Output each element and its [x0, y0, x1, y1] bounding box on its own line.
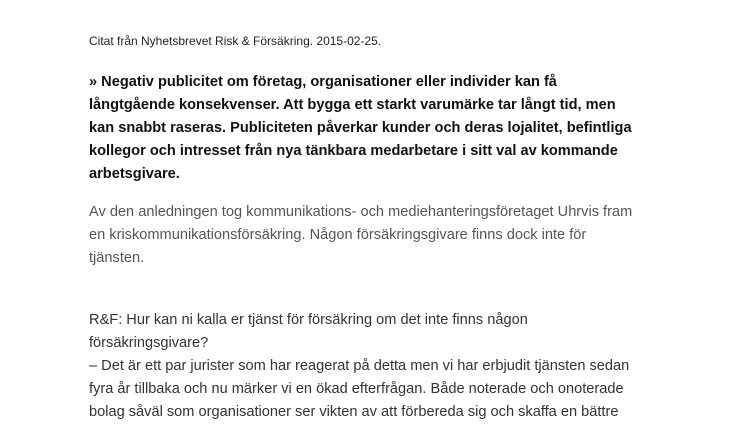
- lead-line: arbetsgivare.: [89, 166, 180, 182]
- lead-line: kan snabbt raseras. Publiciteten påverkar kunder och deras lojalitet, befintliga: [89, 120, 632, 136]
- interview-question-line: försäkringsgivare?: [89, 335, 209, 351]
- lead-quote: [89, 71, 664, 186]
- intro-line: tjänsten.: [89, 250, 145, 266]
- interview-paragraph: [89, 309, 669, 424]
- lead-line: » Negativ publicitet om företag, organisationer eller individer kan få: [89, 74, 557, 90]
- intro-line: en kriskommunikationsförsäkring. Någon försäkringsgivare finns dock inte för: [89, 227, 587, 243]
- citation-source: Citat från Nyhetsbrevet Risk & Försäkring. 2015-02-25.: [89, 34, 382, 48]
- interview-question-line: R&F: Hur kan ni kalla er tjänst för försäkring om det inte finns någon: [89, 312, 528, 328]
- interview-answer-line: – Det är ett par jurister som har reagerat på detta men vi har erbjudit tjänsten sedan: [89, 358, 630, 374]
- interview-answer-line: bolag såväl som organisationer ser vikten av att förbereda sig och skaffa en bättre: [89, 404, 619, 420]
- lead-line: långtgående konsekvenser. Att bygga ett starkt varumärke tar långt tid, men: [89, 97, 616, 113]
- intro-paragraph: [89, 201, 669, 270]
- intro-line: Av den anledningen tog kommunikations- och mediehanteringsföretaget Uhrvis fram: [89, 204, 633, 220]
- lead-line: kollegor och intresset från nya tänkbara medarbetare i sitt val av kommande: [89, 143, 618, 159]
- interview-answer-line: fyra år tillbaka och nu märker vi en ökad efterfrågan. Både noterade och onoterade: [89, 381, 624, 397]
